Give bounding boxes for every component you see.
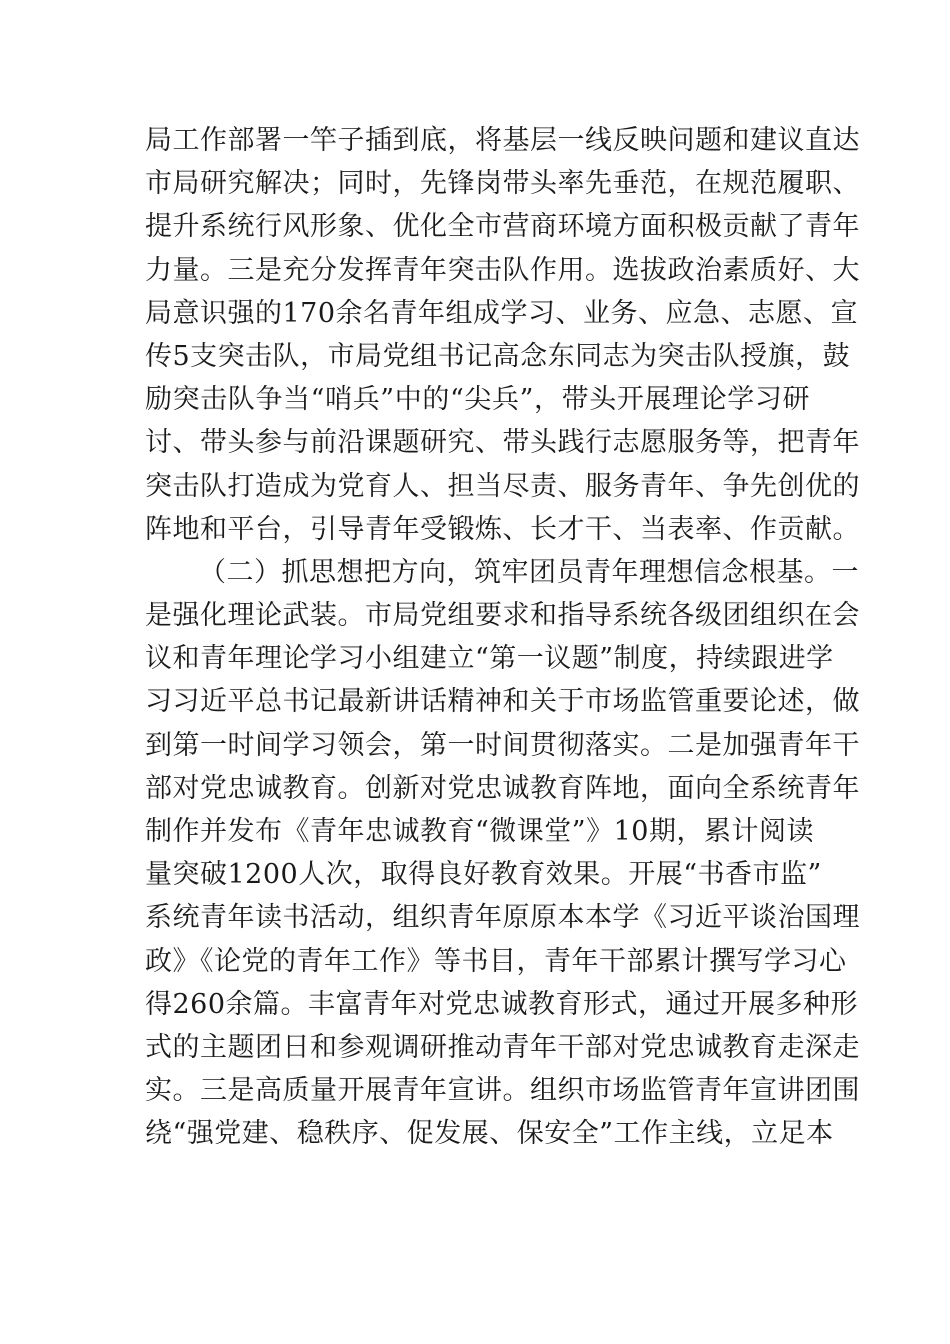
section-heading-line: （二）抓思想把方向，筑牢团员青年理想信念根基。一 [199, 556, 859, 588]
text-line-6: 传5支突击队，市局党组书记高念东同志为突击队授旗，鼓 [145, 340, 851, 372]
body-text [145, 119, 860, 1156]
text-line-2: 市局研究解决；同时，先锋岗带头率先垂范，在规范履职、 [145, 168, 860, 200]
text-line-18: 量突破1200人次，取得良好教育效果。开展“书香市监” [145, 859, 822, 891]
text-line-9: 突击队打造成为党育人、担当尽责、服务青年、争先创优的 [145, 470, 860, 502]
text-line-15: 到第一时间学习领会，第一时间贯彻落实。二是加强青年干 [145, 729, 860, 761]
text-line-12: 是强化理论武装。市局党组要求和指导系统各级团组织在会 [145, 600, 860, 632]
text-line-1: 局工作部署一竿子插到底，将基层一线反映问题和建议直达 [145, 125, 860, 156]
text-line-10: 阵地和平台，引导青年受锻炼、长才干、当表率、作贡献。 [145, 513, 860, 545]
text-line-21: 得260余篇。丰富青年对党忠诚教育形式，通过开展多种形 [145, 988, 859, 1020]
text-line-23: 实。三是高质量开展青年宣讲。组织市场监管青年宣讲团围 [145, 1075, 860, 1107]
text-line-20: 政》《论党的青年工作》等书目，青年干部累计撰写学习心 [145, 945, 847, 977]
text-line-7: 励突击队争当“哨兵”中的“尖兵”，带头开展理论学习研 [145, 384, 810, 416]
text-line-24: 绕“强党建、稳秩序、促发展、保安全”工作主线，立足本 [145, 1118, 834, 1150]
text-line-17: 制作并发布《青年忠诚教育“微课堂”》10期，累计阅读 [145, 816, 814, 847]
text-line-4: 力量。三是充分发挥青年突击队作用。选拔政治素质好、大 [145, 254, 860, 286]
text-line-22: 式的主题团日和参观调研推动青年干部对党忠诚教育走深走 [145, 1031, 860, 1063]
text-line-13: 议和青年理论学习小组建立“第一议题”制度，持续跟进学 [145, 643, 834, 675]
text-line-3: 提升系统行风形象、优化全市营商环境方面积极贡献了青年 [145, 211, 860, 243]
text-line-14: 习习近平总书记最新讲话精神和关于市场监管重要论述，做 [145, 686, 860, 718]
text-line-8: 讨、带头参与前沿课题研究、带头践行志愿服务等，把青年 [145, 427, 860, 459]
text-line-5: 局意识强的170余名青年组成学习、业务、应急、志愿、宣 [145, 297, 859, 329]
text-line-16: 部对党忠诚教育。创新对党忠诚教育阵地，面向全系统青年 [145, 772, 860, 804]
text-line-19: 系统青年读书活动，组织青年原原本本学《习近平谈治国理 [145, 902, 860, 934]
